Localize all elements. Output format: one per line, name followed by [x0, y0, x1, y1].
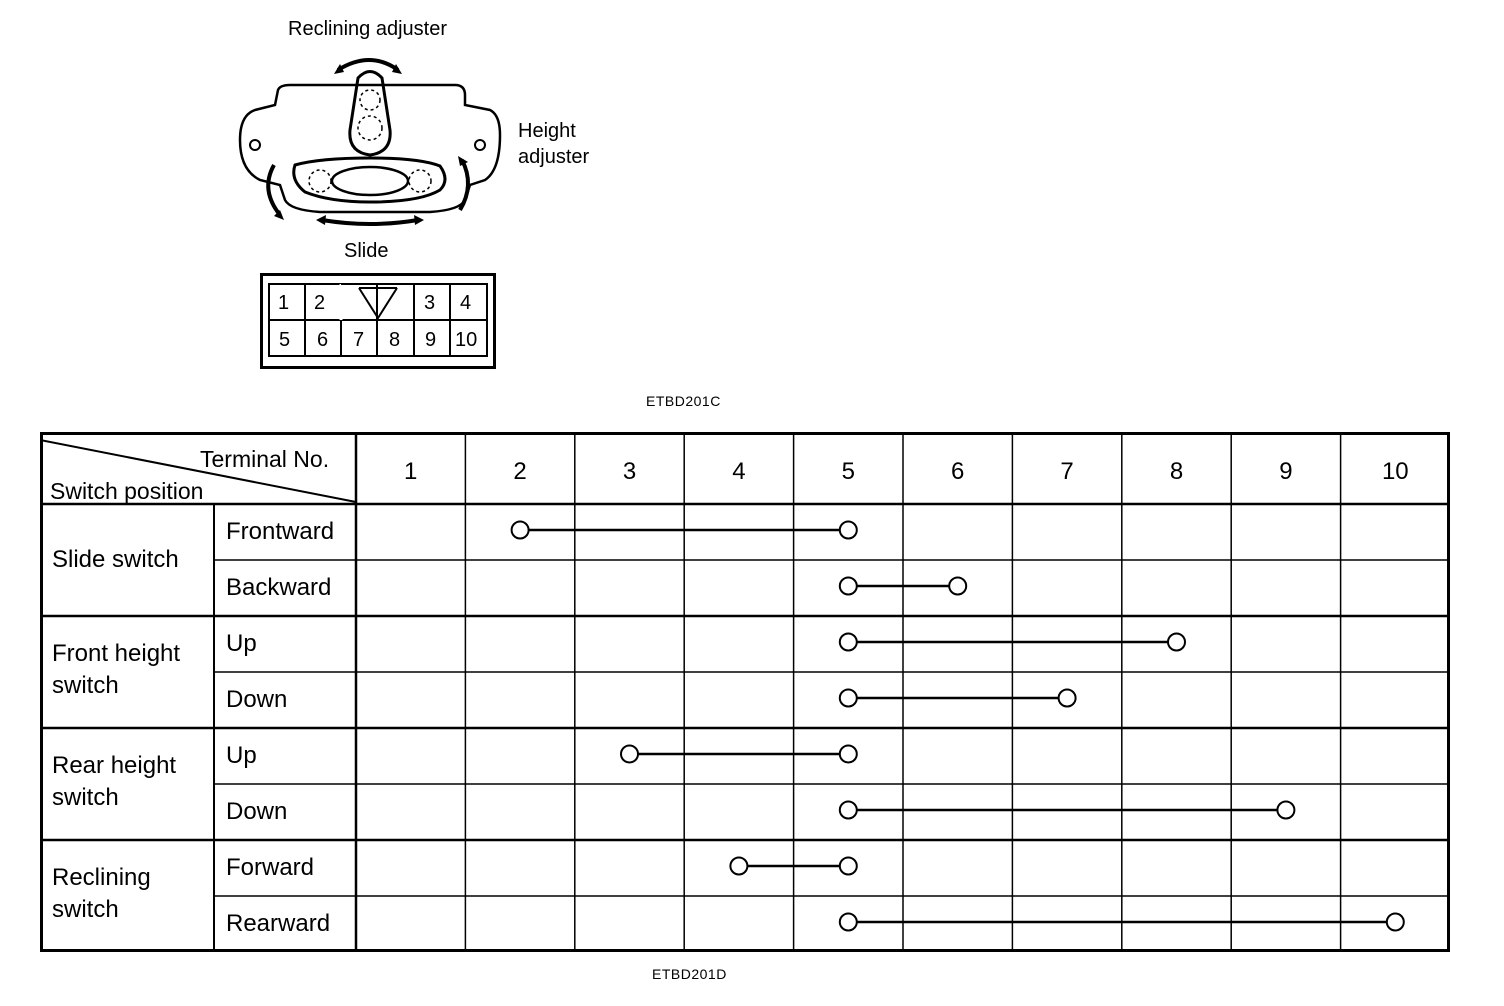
terminal-node-5: [840, 914, 857, 931]
terminal-header-6: 6: [951, 458, 965, 485]
figure-code-top: ETBD201C: [646, 393, 721, 409]
pin-4: 4: [460, 292, 472, 314]
group-label: Reclining: [52, 864, 151, 891]
terminal-header-10: 10: [1381, 458, 1409, 485]
group-label-line2: switch: [52, 896, 119, 923]
terminal-header-5: 5: [841, 458, 855, 485]
terminal-node-7: [1059, 690, 1076, 707]
pin-7: 7: [353, 329, 365, 351]
header-switch-position: Switch position: [50, 478, 204, 504]
pin-2: 2: [314, 292, 326, 314]
height-adjuster-label-line1: Height: [518, 120, 576, 142]
pin-6: 6: [317, 329, 329, 351]
group-label-line2: switch: [52, 784, 119, 811]
terminal-node-10: [1387, 914, 1404, 931]
pin-5: 5: [279, 329, 291, 351]
terminal-node-8: [1168, 634, 1185, 651]
header-terminal-no: Terminal No.: [200, 446, 330, 472]
terminal-node-5: [840, 634, 857, 651]
terminal-node-5: [840, 746, 857, 763]
switch-position-label: Frontward: [226, 518, 335, 545]
terminal-node-2: [512, 522, 529, 539]
terminal-header-4: 4: [732, 458, 746, 485]
pin-1: 1: [278, 292, 290, 314]
height-adjuster-label-line2: adjuster: [518, 146, 590, 168]
seat-switch-illustration: [230, 40, 520, 230]
terminal-header-9: 9: [1279, 458, 1293, 485]
terminal-node-6: [949, 578, 966, 595]
pin-8: 8: [389, 329, 401, 351]
figure-code-bottom: ETBD201D: [652, 966, 727, 982]
pin-9: 9: [425, 329, 437, 351]
terminal-node-5: [840, 522, 857, 539]
terminal-header-2: 2: [513, 458, 527, 485]
terminal-node-9: [1277, 802, 1294, 819]
terminal-node-3: [621, 746, 638, 763]
reclining-adjuster-label: Reclining adjuster: [288, 18, 447, 40]
switch-position-label: Down: [226, 686, 288, 713]
pin-10: 10: [455, 329, 478, 351]
terminal-header-7: 7: [1060, 458, 1074, 485]
terminal-header-3: 3: [622, 458, 637, 485]
terminal-node-5: [840, 578, 857, 595]
group-label: Front height: [52, 640, 181, 667]
switch-position-label: Up: [226, 742, 257, 769]
switch-position-label: Rearward: [226, 910, 331, 937]
switch-position-label: Backward: [226, 574, 332, 601]
switch-position-label: Up: [226, 630, 257, 657]
switch-position-label: Down: [226, 798, 288, 825]
group-label: Slide switch: [52, 546, 179, 573]
group-label: Rear height: [52, 752, 177, 779]
slide-label: Slide: [344, 240, 389, 262]
terminal-node-4: [730, 858, 747, 875]
switch-position-label: Forward: [226, 854, 315, 881]
terminal-node-5: [840, 858, 857, 875]
terminal-header-8: 8: [1169, 458, 1184, 485]
group-label-line2: switch: [52, 672, 119, 699]
terminal-node-5: [840, 802, 857, 819]
continuity-table: [40, 432, 1450, 952]
terminal-header-1: 1: [404, 458, 418, 485]
pin-3: 3: [424, 292, 436, 314]
terminal-node-5: [840, 690, 857, 707]
connector-face: [260, 273, 496, 369]
